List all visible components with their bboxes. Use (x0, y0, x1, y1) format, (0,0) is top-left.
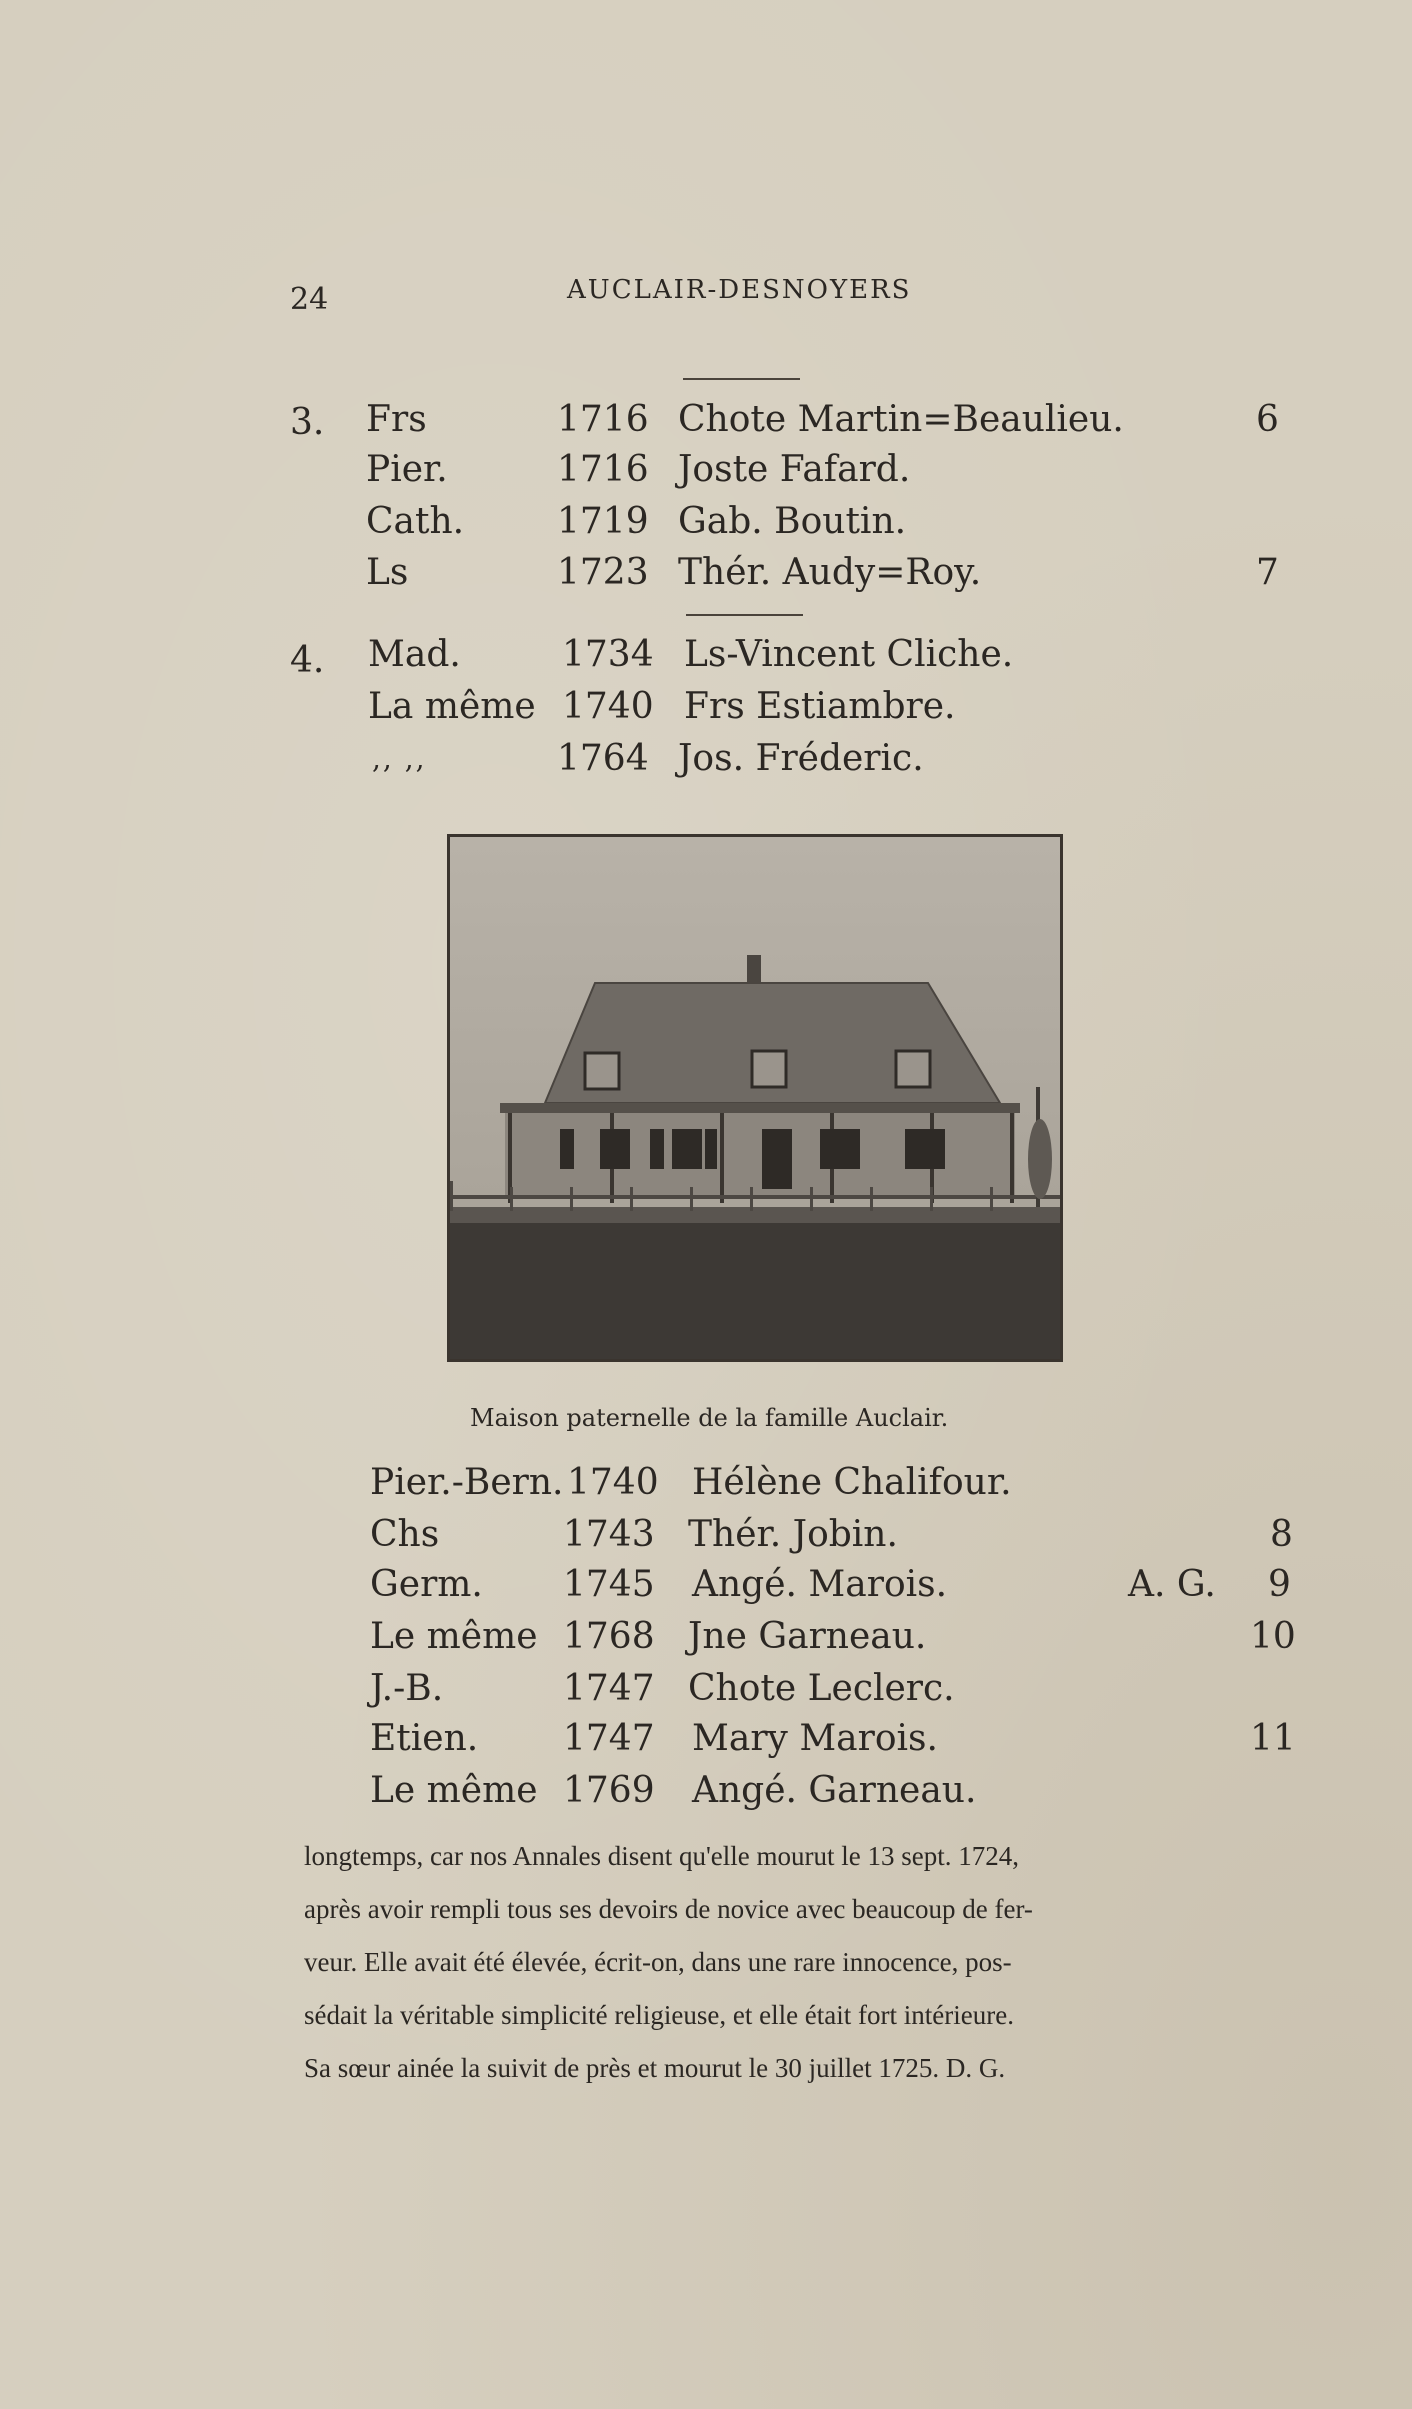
name-cell: Pier. (366, 449, 448, 490)
running-title: AUCLAIR-DESNOYERS (567, 275, 912, 305)
table-row (0, 682, 1412, 732)
spouse-cell: Thér. Audy=Roy. (678, 552, 982, 593)
spouse-cell: Jne Garneau. (688, 1616, 927, 1657)
table-row (0, 1458, 1412, 1508)
spouse-cell: Hélène Chalifour. (692, 1462, 1012, 1503)
ref-cell: 9 (1268, 1564, 1291, 1605)
table-row (0, 1612, 1412, 1662)
table-row (0, 1560, 1412, 1610)
table-row (0, 1766, 1412, 1816)
year-cell: 1740 (567, 1462, 659, 1503)
ref-cell: 8 (1270, 1514, 1293, 1555)
ref-cell: 6 (1256, 399, 1279, 440)
spouse-cell: Chote Martin=Beaulieu. (678, 399, 1124, 440)
table-row (0, 395, 1412, 445)
group-number: 3. (290, 402, 325, 443)
year-cell: 1716 (557, 449, 649, 490)
group-number: 4. (290, 640, 325, 681)
footnote-line: veur. Elle avait été élevée, écrit-on, dans une rare innocence, pos- (304, 1947, 1012, 1977)
section-rule (683, 378, 800, 380)
ref-cell: 7 (1256, 552, 1279, 593)
spouse-cell: Joste Fafard. (678, 449, 911, 490)
spouse-cell: Angé. Garneau. (692, 1770, 977, 1811)
name-cell: Cath. (366, 501, 465, 542)
year-cell: 1764 (557, 738, 649, 779)
year-cell: 1723 (557, 552, 649, 593)
name-cell: Le même (370, 1770, 538, 1811)
table-row (0, 630, 1412, 680)
footnote-line: longtemps, car nos Annales disent qu'elle mourut le 13 sept. 1724, (304, 1841, 1019, 1871)
table-row (0, 1714, 1412, 1764)
name-cell: La même (368, 686, 536, 727)
annotation-cell: A. G. (1128, 1564, 1216, 1605)
spouse-cell: Ls-Vincent Cliche. (684, 634, 1014, 675)
table-row (0, 1664, 1412, 1714)
year-cell: 1734 (562, 634, 654, 675)
house-photo (447, 834, 1063, 1362)
year-cell: 1769 (563, 1770, 655, 1811)
table-row (0, 734, 1412, 784)
name-cell: J.-B. (370, 1668, 444, 1709)
photo-caption: Maison paternelle de la famille Auclair. (470, 1404, 949, 1432)
footnote-line: après avoir rempli tous ses devoirs de novice avec beaucoup de fer- (304, 1894, 1033, 1924)
table-row (0, 1510, 1412, 1560)
year-cell: 1747 (563, 1718, 655, 1759)
name-cell: Chs (370, 1514, 440, 1555)
year-cell: 1745 (563, 1564, 655, 1605)
name-cell: Frs (366, 399, 427, 440)
year-cell: 1740 (562, 686, 654, 727)
ref-cell: 11 (1250, 1718, 1296, 1759)
name-cell: Pier.-Bern. (370, 1462, 564, 1503)
name-cell: Le même (370, 1616, 538, 1657)
spouse-cell: Frs Estiambre. (684, 686, 956, 727)
table-row (0, 548, 1412, 598)
year-cell: 1768 (563, 1616, 655, 1657)
footnote-line: Sa sœur ainée la suivit de près et mourut le 30 juillet 1725. D. G. (304, 2053, 1006, 2083)
spouse-cell: Mary Marois. (692, 1718, 938, 1759)
ditto-mark: ,, ,, (372, 742, 427, 775)
spouse-cell: Gab. Boutin. (678, 501, 907, 542)
table-row (0, 497, 1412, 547)
spouse-cell: Angé. Marois. (692, 1564, 948, 1605)
section-rule (686, 614, 803, 616)
name-cell: Ls (366, 552, 409, 593)
spouse-cell: Chote Leclerc. (688, 1668, 955, 1709)
year-cell: 1743 (563, 1514, 655, 1555)
name-cell: Mad. (368, 634, 461, 675)
house-illustration (450, 837, 1060, 1359)
year-cell: 1719 (557, 501, 649, 542)
name-cell: Etien. (370, 1718, 479, 1759)
footnote-line: sédait la véritable simplicité religieuse, et elle était fort intérieure. (304, 2000, 1014, 2030)
year-cell: 1747 (563, 1668, 655, 1709)
table-row (0, 445, 1412, 495)
ref-cell: 10 (1250, 1616, 1296, 1657)
name-cell: Germ. (370, 1564, 483, 1605)
spouse-cell: Jos. Fréderic. (678, 738, 924, 779)
page-number: 24 (290, 282, 329, 317)
spouse-cell: Thér. Jobin. (688, 1514, 898, 1555)
year-cell: 1716 (557, 399, 649, 440)
